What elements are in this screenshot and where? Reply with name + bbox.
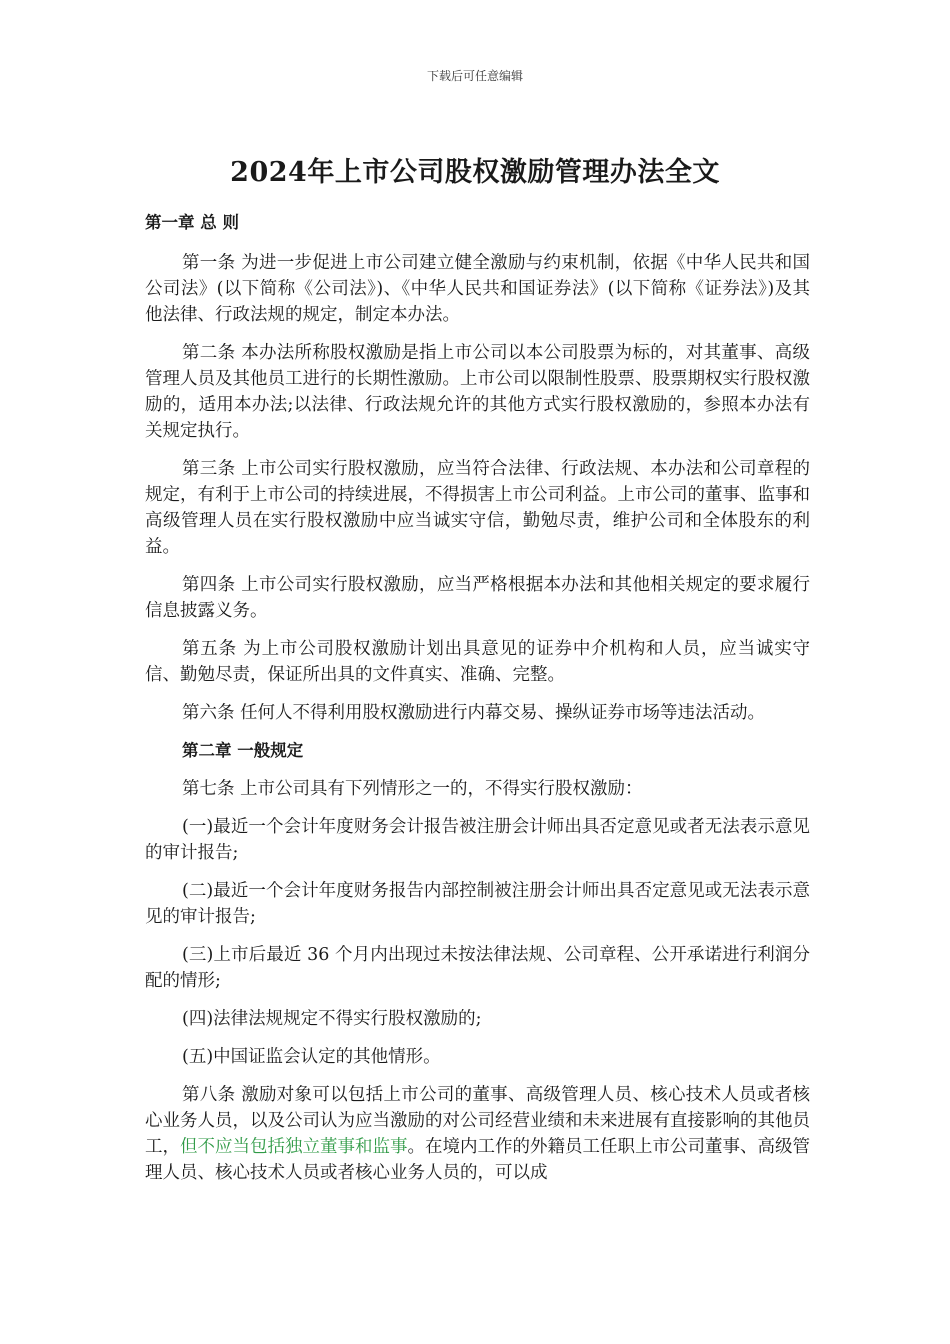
article-6: 第六条 任何人不得利用股权激励进行内幕交易、操纵证券市场等违法活动。 bbox=[182, 703, 766, 723]
chapter-2-heading: 第二章 一般规定 bbox=[182, 741, 304, 760]
article-7-item-1: (一)最近一个会计年度财务会计报告被注册会计师出具否定意见或者无法表示意见的审计报告; bbox=[145, 817, 810, 863]
document-body bbox=[145, 210, 810, 1198]
article-2: 第二条 本办法所称股权激励是指上市公司以本公司股票为标的，对其董事、高级管理人员及其他员工进行的长期性激励。上市公司以限制性股票、股票期权实行股权激励的，适用本办法;以法律、行政法规允许的其他方式实行股权激励的，参照本办法有关规定执行。 bbox=[145, 343, 810, 441]
page-header-note: 下载后可任意编辑 bbox=[426, 69, 523, 83]
article-7: 第七条 上市公司具有下列情形之一的，不得实行股权激励： bbox=[182, 779, 643, 799]
article-5: 第五条 为上市公司股权激励计划出具意见的证券中介机构和人员，应当诚实守信、勤勉尽责，保证所出具的文件真实、准确、完整。 bbox=[145, 639, 810, 685]
document-title: 2024年上市公司股权激励管理办法全文 bbox=[230, 157, 720, 188]
article-4: 第四条 上市公司实行股权激励，应当严格根据本办法和其他相关规定的要求履行信息披露义务。 bbox=[145, 575, 810, 621]
article-8-text-end: 。在境内工作的外籍员工任职上市公司董事、高级管理人员、核心技术人员或者核心业务人员的，可以成 bbox=[145, 1137, 810, 1183]
article-7-item-4: (四)法律法规规定不得实行股权激励的; bbox=[182, 1009, 482, 1029]
chapter-1-heading: 第一章 总 则 bbox=[145, 213, 239, 232]
article-7-item-2: (二)最近一个会计年度财务报告内部控制被注册会计师出具否定意见或无法表示意见的审计报告; bbox=[145, 881, 810, 927]
article-8-text-start: 第八条 激励对象可以包括上市公司的董事、高级管理人员、核心技术人员或者核心业务人员，以及公司认为应当激励的对公司经营业绩和未来进展有直接影响的其他员工， bbox=[145, 1085, 810, 1157]
article-8-highlighted-link[interactable]: 但不应当包括独立董事和监事 bbox=[180, 1137, 408, 1157]
article-3: 第三条 上市公司实行股权激励，应当符合法律、行政法规、本办法和公司章程的规定，有利于上市公司的持续进展，不得损害上市公司利益。上市公司的董事、监事和高级管理人员在实行股权激励中应当诚实守信，勤勉尽责，维护公司和全体股东的利益。 bbox=[145, 459, 810, 557]
article-7-item-5: (五)中国证监会认定的其他情形。 bbox=[182, 1047, 441, 1067]
article-8 bbox=[145, 1082, 810, 1186]
article-1: 第一条 为进一步促进上市公司建立健全激励与约束机制，依据《中华人民共和国公司法》(以下简称《公司法》)、《中华人民共和国证券法》(以下简称《证券法》)及其他法律、行政法规的规定，制定本办法。 bbox=[145, 253, 810, 325]
article-7-item-3: (三)上市后最近 36 个月内出现过未按法律法规、公司章程、公开承诺进行利润分配的情形; bbox=[145, 945, 810, 991]
